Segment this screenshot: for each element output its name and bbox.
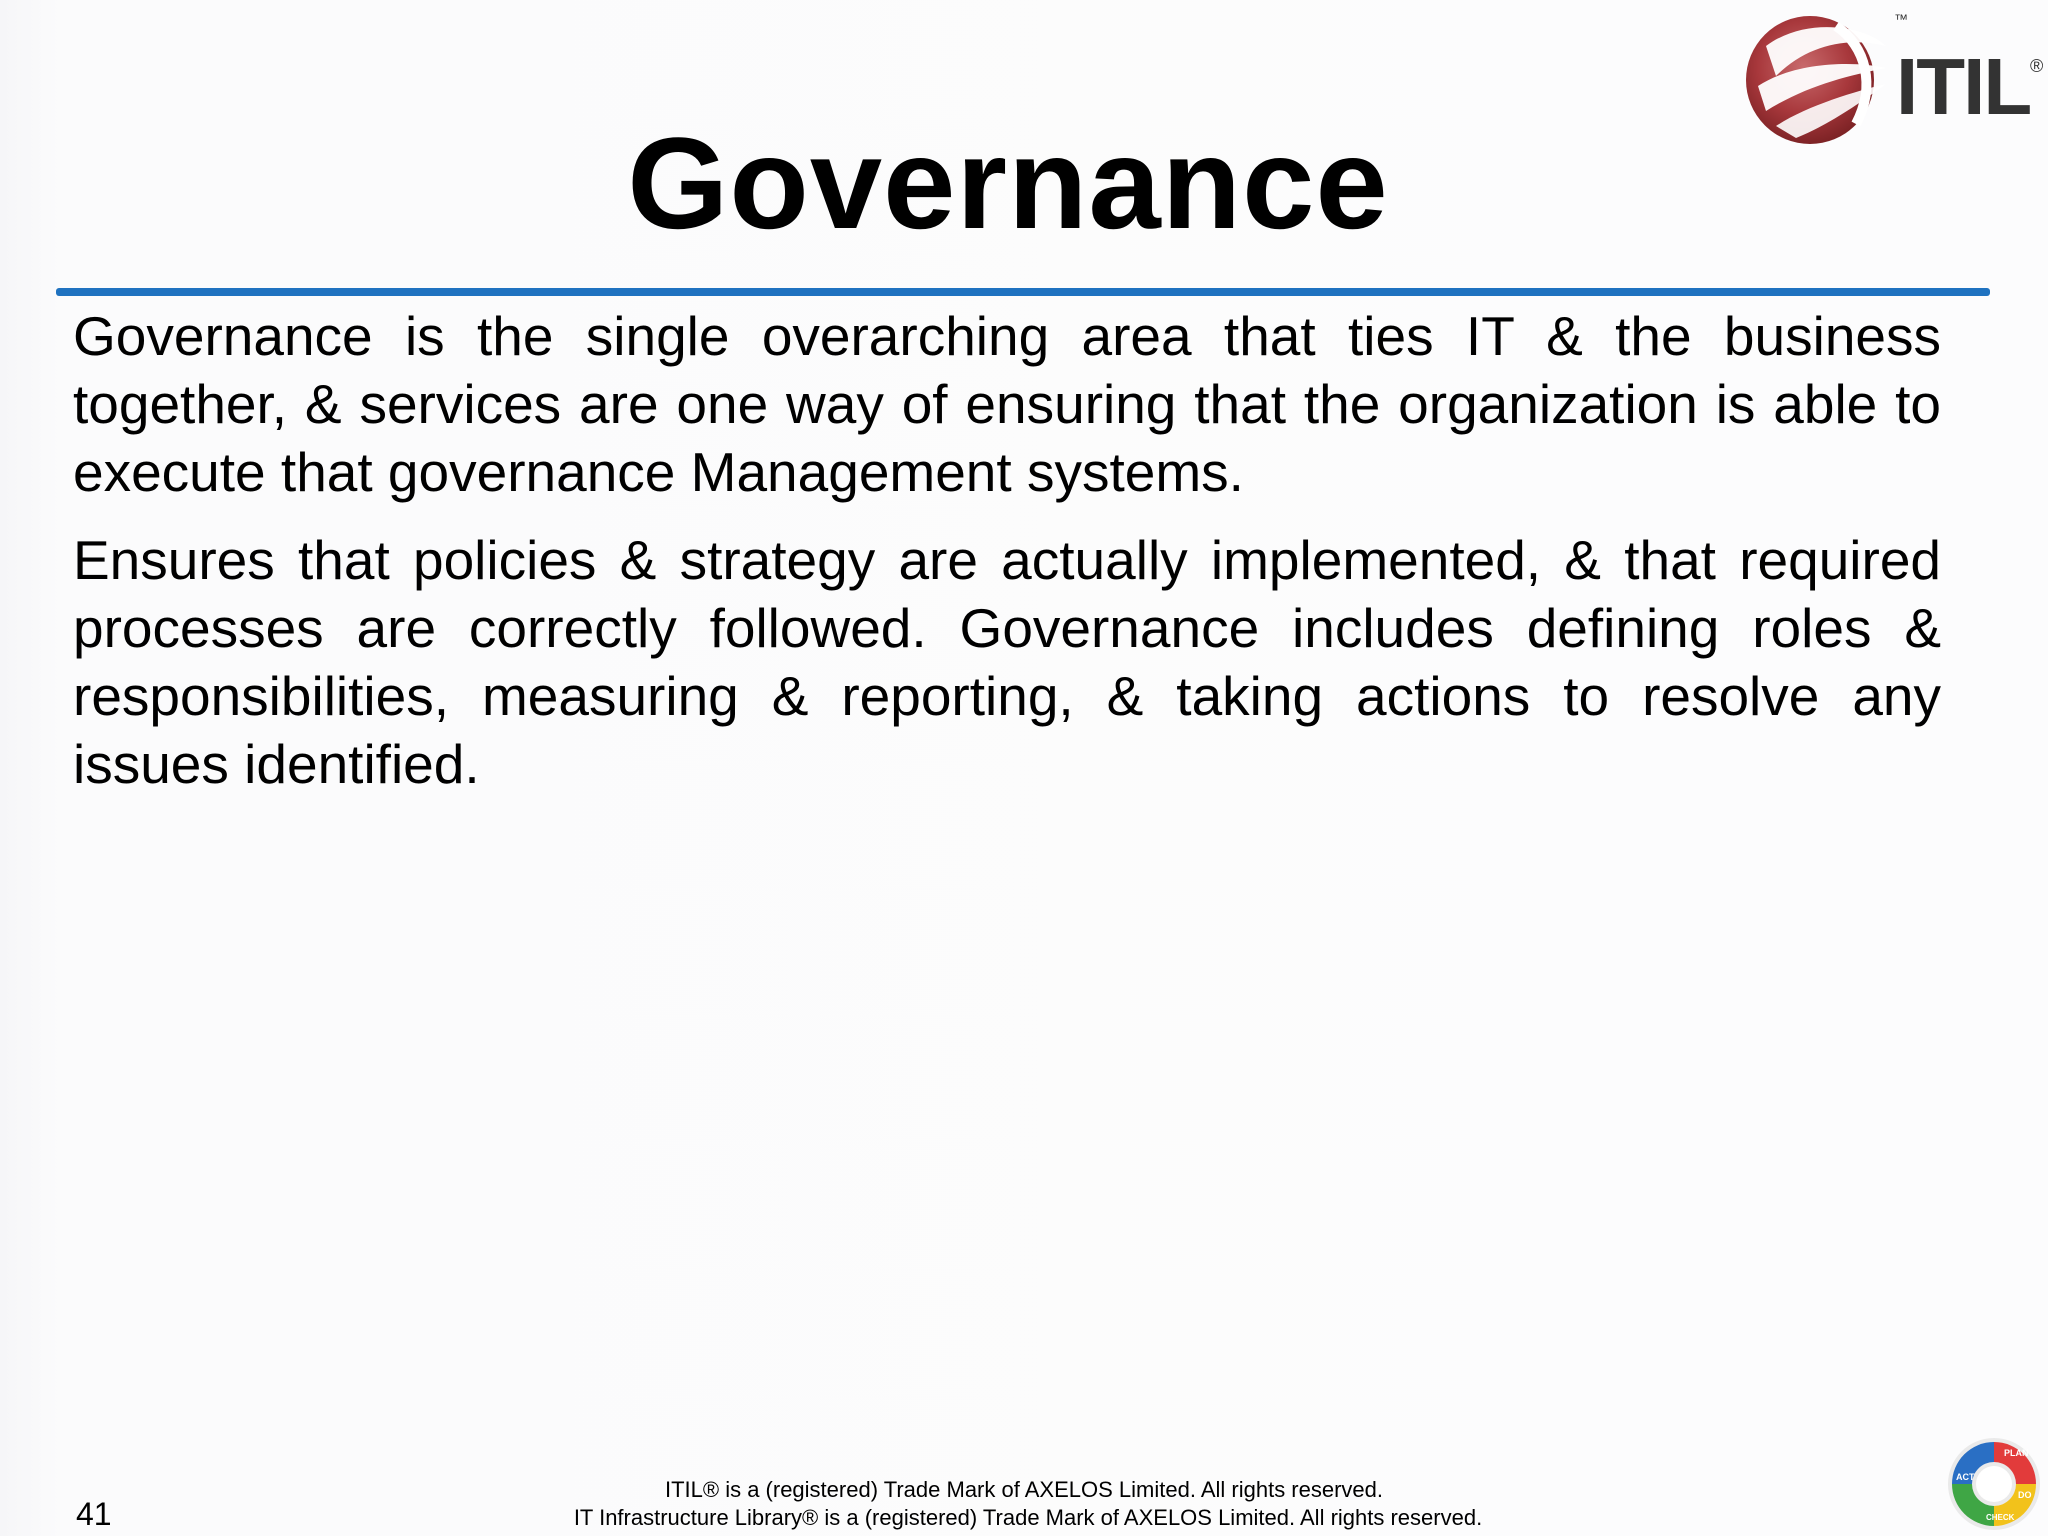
svg-text:ACT: ACT [1956,1472,1975,1482]
footer-line-2: IT Infrastructure Library® is a (registered) Trade Mark of AXELOS Limited. All rights reserved. [573,1505,1483,1530]
svg-text:PLAN: PLAN [2004,1448,2029,1458]
body-paragraph-2: Ensures that policies & strategy are actually implemented, & that required processes are correctly followed. Governance includes defining roles & responsibilities, measuring & reporting, & taking actions to resolve any issues identified. [73,529,1941,795]
pdca-cycle-icon [1946,1436,2042,1532]
svg-text:DO: DO [2018,1490,2032,1500]
svg-text:®: ® [2030,56,2044,76]
svg-text:™: ™ [1894,11,1908,27]
footer-trademark-notice [0,1476,2048,1532]
title-divider [56,288,1990,296]
svg-text:CHECK: CHECK [1986,1513,2015,1522]
svg-text:ITIL: ITIL [1896,42,2031,131]
page-number: 41 [76,1496,112,1532]
footer-line-1: ITIL® is a (registered) Trade Mark of AXELOS Limited. All rights reserved. [664,1477,1384,1502]
slide-title: Governance [627,110,1389,256]
slide-body [73,302,1941,798]
body-paragraph-1: Governance is the single overarching area that ties IT & the business together, & services are one way of ensuring that the organization is able to execute that governance Management systems. [73,305,1941,503]
